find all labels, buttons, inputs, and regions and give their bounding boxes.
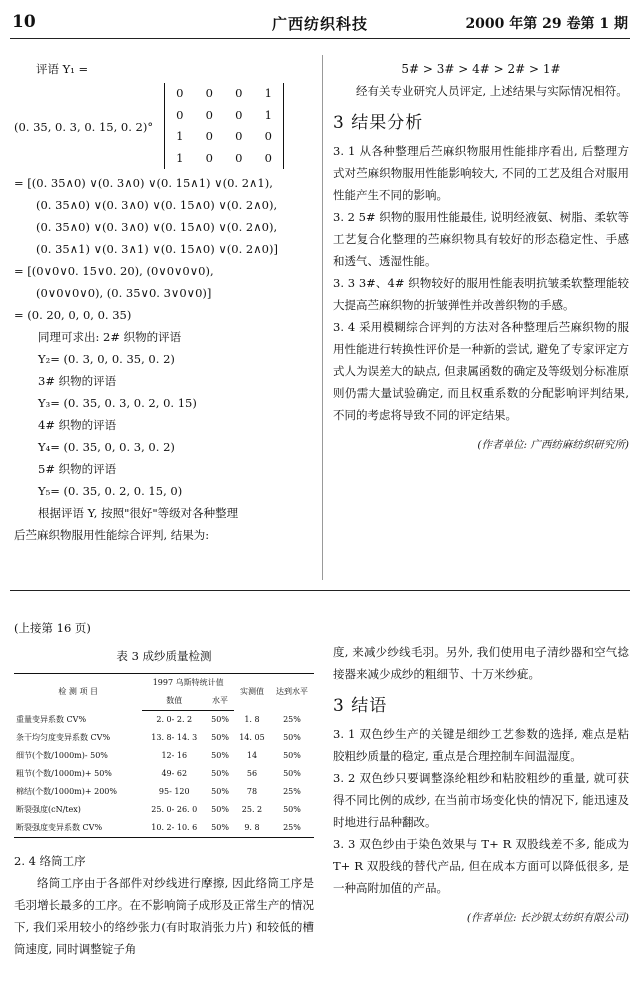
table-row (14, 711, 314, 730)
table-cell: 14. 05 (239, 733, 265, 742)
table-cell: 78 (246, 787, 258, 796)
table-header-item: 检 测 项 目 (14, 674, 142, 711)
table-cell: 条干均匀度变异系数 CV% (16, 733, 111, 742)
table-cell: 49- 62 (161, 769, 188, 778)
eval-line: 3# 织物的评语 (38, 374, 117, 388)
table-cell: 细节(个数/1000m)- 50% (16, 751, 108, 760)
right-column-top (333, 58, 629, 456)
table-cell: 50% (283, 769, 301, 778)
column-divider (322, 55, 323, 580)
page-header (10, 8, 630, 39)
table-cell: 断裂强度变异系数 CV% (14, 819, 142, 838)
table-header-achieved: 达到水平 (270, 674, 314, 711)
matrix-cell: 0 (205, 86, 213, 100)
eval-line: 4# 织物的评语 (38, 418, 117, 432)
result-point: 3. 3 3#、4# 织物较好的服用性能表明抗皱柔软整理能较大提高苎麻织物的折皱弹性并改善织物的手感。 (333, 276, 629, 312)
table-cell: 1. 8 (244, 714, 260, 724)
table-cell: 重量变异系数 CV% (16, 714, 87, 724)
continued-note: (上接第 16 页) (14, 621, 91, 635)
result-point: 3. 1 从各种整理后苎麻织物服用性能排序看出, 后整理方式对苎麻织物服用性能影响较大, 不同的工艺及组合对服用性能产生不同的影响。 (333, 144, 629, 202)
conclusion-line: 后苎麻织物服用性能综合评判, 结果为: (14, 528, 210, 542)
table-cell: 50% (211, 805, 229, 814)
table-title: 表 3 成纱质量检测 (116, 649, 212, 663)
winding-paragraph: 络筒工序由于各部件对纱线进行摩擦, 因此络筒工序是毛羽增长最多的工序。在不影响筒子成形及正常生产的情况下, 我们采用较小的络纱张力(有时取消张力片) 和较低的槽筒速度, 同时调整锭子角 (14, 876, 314, 956)
table-cell: 50% (283, 733, 301, 742)
matrix-row (165, 83, 283, 105)
matrix-cell: 0 (235, 107, 243, 122)
table-row (14, 783, 314, 801)
calc-line: = (0. 20, 0, 0, 0. 35) (14, 308, 132, 322)
journal-title: 广西纺织科技 (271, 15, 368, 33)
table-row (14, 747, 314, 765)
matrix-cell: 0 (205, 107, 213, 122)
table-row (14, 801, 314, 819)
table-header-value: 数值 (142, 692, 206, 711)
right-column-bottom (333, 641, 629, 929)
left-column-bottom (14, 617, 314, 960)
matrix-cell: 0 (264, 150, 272, 165)
matrix-cell: 0 (176, 107, 184, 122)
eval-line: 同理可求出: 2# 织物的评语 (38, 330, 182, 344)
table-row (14, 819, 314, 838)
matrix-cell: 1 (176, 150, 184, 165)
table-cell: 断裂强度(cN/tex) (16, 805, 81, 814)
conclusion-point: 3. 1 双色纱生产的关键是细纱工艺参数的选择, 难点是粘胶粗纱质量的稳定, 重点是合理控制车间温湿度。 (333, 727, 629, 763)
table-cell: 10. 2- 10. 6 (142, 819, 206, 838)
table-header-measured: 实测值 (234, 674, 270, 711)
calc-line: (0. 35∧0) ∨(0. 3∧0) ∨(0. 15∧0) ∨(0. 2∧0), (36, 198, 278, 212)
table-cell: 12- 16 (161, 751, 188, 760)
matrix-cell: 1 (264, 86, 272, 100)
eval-label: 评语 Y₁ = (36, 62, 89, 76)
matrix-cell: 0 (235, 86, 243, 100)
table-cell: 14 (246, 751, 258, 760)
table-cell: 50% (211, 733, 229, 742)
calc-line: (0∨0∨0∨0), (0. 35∨0. 3∨0∨0)] (36, 286, 212, 300)
table-cell: 9. 8 (234, 819, 270, 838)
matrix-cell: 0 (205, 150, 213, 165)
page-number: 10 (12, 12, 36, 32)
section-title-conclusion: 3 结语 (333, 696, 388, 716)
matrix-cell: 0 (264, 129, 272, 143)
table-cell: 56 (246, 769, 258, 778)
matrix-row (165, 148, 283, 170)
left-column-top (14, 58, 314, 546)
matrix-cell: 0 (176, 86, 184, 100)
table-cell: 95- 120 (158, 787, 190, 796)
matrix-cell: 0 (235, 150, 243, 165)
table-header-level: 水平 (206, 692, 234, 711)
matrix-cell: 1 (176, 129, 184, 143)
table-cell: 50% (211, 787, 229, 796)
table-header-group: 1997 乌斯特统计值 (142, 674, 234, 693)
matrix-cell: 0 (205, 129, 213, 143)
conclusion-point: 3. 3 双色纱由于染色效果与 T+ R 双股线差不多, 能成为 T+ R 双股线的替代产品, 但在成本方面可以降低很多, 是一种高附加值的产品。 (333, 837, 629, 895)
table-cell: 50% (211, 769, 229, 778)
calc-line: = [(0∨0∨0. 15∨0. 20), (0∨0∨0∨0), (14, 264, 214, 278)
table-cell: 25. 0- 26. 0 (151, 805, 198, 814)
calc-line: (0. 35∧1) ∨(0. 3∧1) ∨(0. 15∧0) ∨(0. 2∧0)] (36, 242, 278, 256)
table-cell: 25% (270, 819, 314, 838)
eval-line: 5# 织物的评语 (38, 462, 117, 476)
conclusion-line: 根据评语 Y, 按照"很好"等级对各种整理 (38, 506, 239, 520)
table-row (14, 729, 314, 747)
eval-line: Y₄= (0. 35, 0, 0. 3, 0. 2) (38, 440, 175, 454)
eval-line: Y₅= (0. 35, 0. 2, 0. 15, 0) (38, 484, 183, 498)
table-cell: 50% (283, 751, 301, 760)
ranking-sequence: 5# > 3# > 4# > 2# > 1# (401, 62, 561, 76)
result-point: 3. 2 5# 织物的服用性能最佳, 说明经液氨、树脂、柔软等工艺复合化整理的苎麻织物具有较好的形态稳定性、手感和透气、透湿性能。 (333, 210, 629, 268)
matrix-cell: 0 (235, 129, 243, 143)
conclusion-point: 3. 2 双色纱只要调整涤纶粗纱和粘胶粗纱的重量, 就可获得不同比例的成纱, 在当前市场变化快的情况下, 能迅速及时地进行品种翻改。 (333, 771, 629, 829)
table-cell: 13. 8- 14. 3 (151, 733, 198, 742)
calc-line: = [(0. 35∧0) ∨(0. 3∧0) ∨(0. 15∧1) ∨(0. 2∧1), (14, 176, 273, 190)
article-divider (10, 590, 630, 591)
continued-paragraph: 度, 来减少纱线毛羽。另外, 我们使用电子清纱器和空气捻接器来减少成纱的粗细节、十万米纱疵。 (333, 645, 629, 681)
table-cell: 50% (206, 819, 234, 838)
table-cell: 2. 0- 2. 2 (156, 715, 193, 724)
issue-info: 2000 年第 29 卷第 1 期 (465, 16, 628, 32)
table-cell: 25% (283, 787, 301, 796)
author-affiliation: (作者单位: 广西纺麻纺织研究所) (477, 439, 629, 451)
author-affiliation: (作者单位: 长沙银太纺织有限公司) (466, 912, 629, 924)
table-row (14, 765, 314, 783)
matrix-cell: 1 (264, 107, 272, 122)
weight-vector: (0. 35, 0. 3, 0. 15, 0. 2)° (14, 120, 154, 134)
intro-paragraph: 经有关专业研究人员评定, 上述结果与实际情况相符。 (356, 84, 628, 98)
table-cell: 粗节(个数/1000m)+ 50% (16, 769, 112, 778)
matrix-body (164, 83, 284, 169)
table-cell: 50% (211, 715, 229, 724)
yarn-quality-table (14, 673, 314, 838)
subsection-title: 2. 4 络筒工序 (14, 854, 86, 868)
eval-line: Y₂= (0. 3, 0, 0. 35, 0. 2) (38, 352, 175, 366)
table-cell: 25. 2 (241, 805, 263, 814)
eval-line: Y₃= (0. 35, 0. 3, 0. 2, 0. 15) (38, 396, 197, 410)
result-point: 3. 4 采用模糊综合评判的方法对各种整理后苎麻织物的服用性能进行转换性评价是一种新的尝试, 避免了专家评定方式人为误差大的缺点, 但隶属函数的确定及等级划分标准原则仍需大量试验确定, 而且权重系数的分配影响评判结果, 不同的考虑将导致不同的评定结果。 (333, 320, 629, 422)
table-cell: 25% (283, 714, 301, 724)
table-cell: 棉结(个数/1000m)+ 200% (16, 787, 117, 796)
weight-matrix (14, 80, 314, 172)
matrix-row (165, 105, 283, 127)
matrix-row (165, 126, 283, 148)
section-title-results: 3 结果分析 (333, 113, 424, 133)
calc-line: (0. 35∧0) ∨(0. 3∧0) ∨(0. 15∧0) ∨(0. 2∧0), (36, 220, 278, 234)
table-cell: 50% (283, 805, 301, 814)
table-cell: 50% (211, 751, 229, 760)
